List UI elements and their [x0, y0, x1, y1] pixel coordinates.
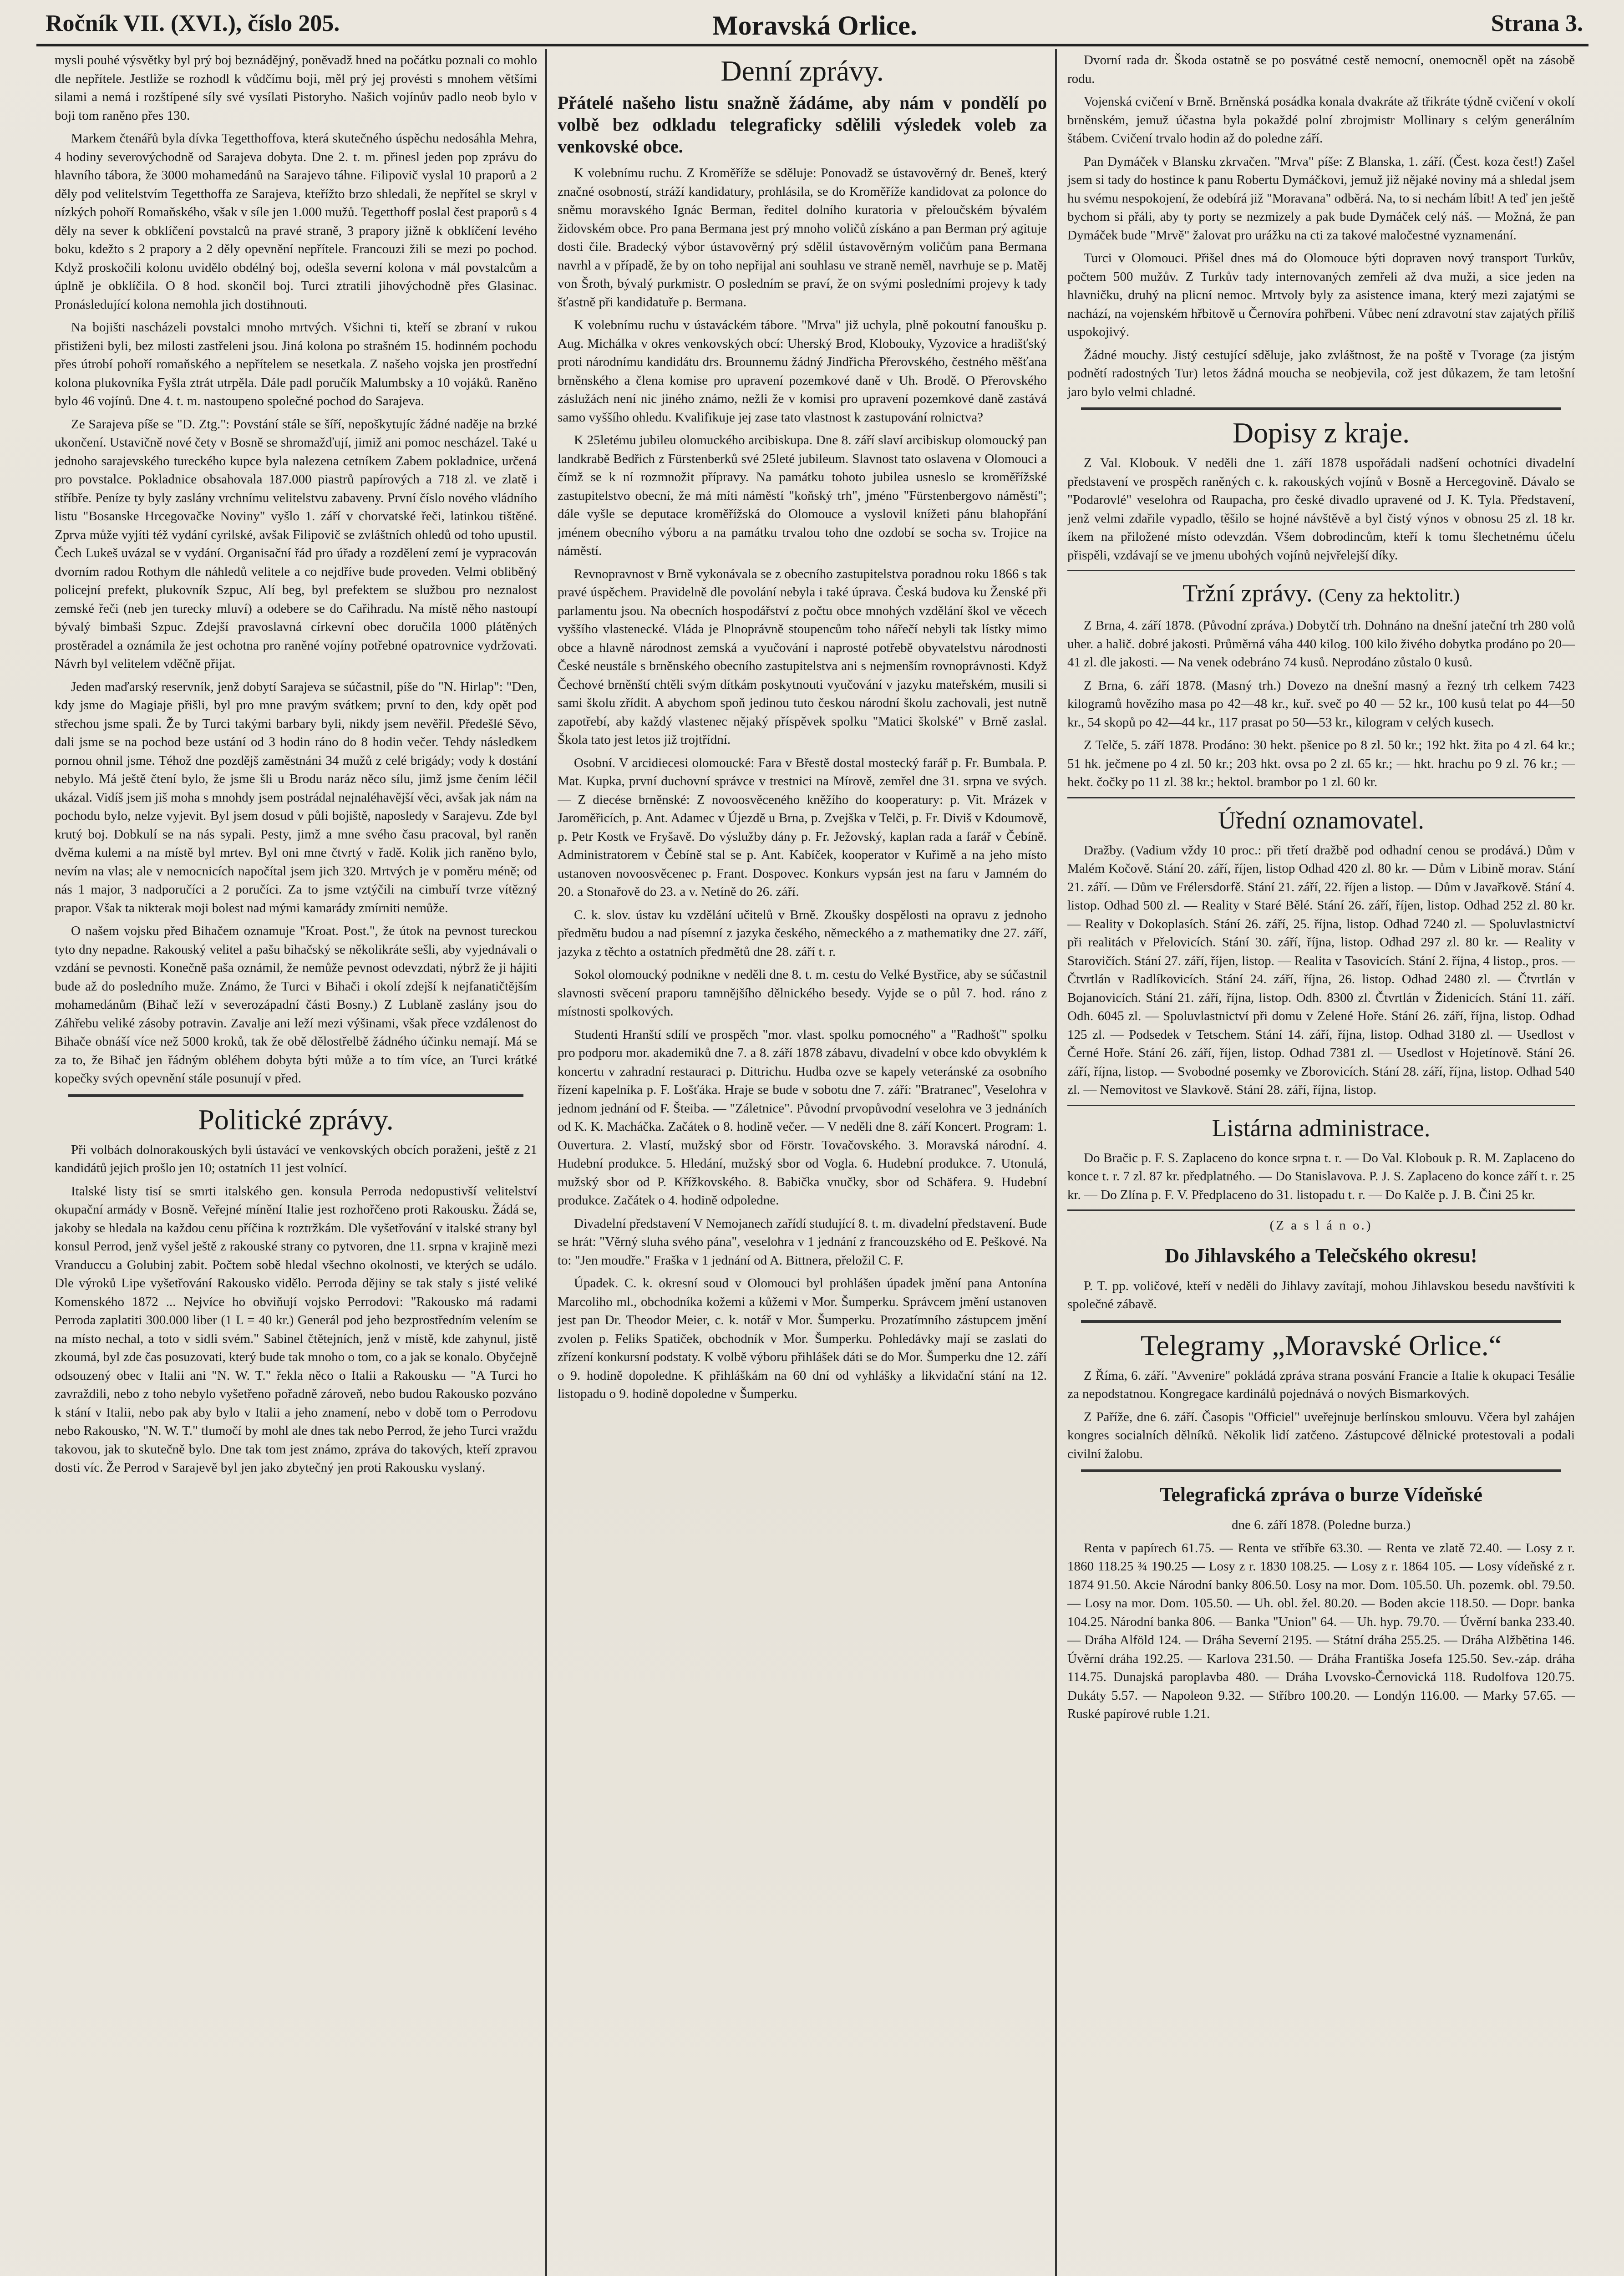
- section-title-political: Politické zprávy.: [198, 1103, 394, 1136]
- section-rule: [1081, 1469, 1561, 1472]
- market-title: Tržní zprávy.: [1182, 579, 1313, 607]
- page-number: Strana 3.: [1491, 10, 1583, 36]
- article-paragraph: Vojenská cvičení v Brně. Brněnská posádka konala dvakráte až třikráte týdně cvičení v okolí brněnském, jemuž účastna byla pokaždé polní zbrojmistr Mollinary s celým generálním štábem. Cvičení trvalo hodin až do poledne září.: [1067, 94, 1575, 146]
- article-paragraph: P. T. pp. voličové, kteří v neděli do Jihlavy zavítají, mohou Jihlavskou besedu navštíviti k společné zábavě.: [1067, 1278, 1575, 1311]
- article-paragraph: Jeden maďarský reservník, jenž dobytí Sarajeva se súčastnil, píše do "N. Hirlap": "Den, kdy jsme do Magiaje přišli, byl pro mne pravým svátkem; první to den, kdy opět pod střechou jsme spali. Že by Turci takými barbary byli, nikdy jsem nevěřil. Předešlé Sěvo, dali jsme se na pochod beze ustání od 3 hodin ráno do 8 hodin večer. Tehdy následkem pornou ohnil jsme. Téhož dne pozdějš zaměstnáni 34 mužů z celé brigády; vody k dostání nebylo. Má ještě čtení bylo, že jsme šli u Brodu naráz něco sílu, jimž jsme čením léčil ukázal. Vidíš jsem jiš moha s mnohdy jsem postrádal nejnaléhavější věci, avšak jak nám na pochodu bylo, nelze vyjevit. Byl jsem dosud v půli bojiště, naposledy v Sarajevu. Zde byl krutý boj. Dobkulí se na nás sypali. Pesty, jimž a mne svého času pracoval, byl raněn dvěma kulemi a na místě byl mrtev. Byl oni mne čtvrtý v řadě. Kolik jich raněno bylo, nevím na vlas; ale v nemocnicích napočítal jsem jich 320. Mrtvých je v poměru méně; od nás 1 major, 3 nadporučíci a 2 poručíci. Za to jsme vztýčili na cimbuří tvrze vítězný prapor. Však ta nikterak moji bolest nad mými kamarády zmírniti nemůže.: [55, 679, 537, 915]
- article-paragraph: Sokol olomoucký podnikne v neděli dne 8. t. m. cestu do Velké Bystřice, aby se súčastnil slavnosti svěcení praporu tamnějšího dělnického besedy. Vyjde se o půl 7. hod. ráno z místnosti spolkových.: [558, 967, 1047, 1019]
- article-paragraph: Z Říma, 6. září. "Avvenire" pokládá zpráva strana posvání Francie a Italie k okupaci Tesálie za nepodstatnou. Kongregace kardinálů pojednává o nových Bismarkových.: [1067, 1368, 1575, 1401]
- issue-number: Ročník VII. (XVI.), číslo 205.: [46, 10, 340, 36]
- section-rule: [1067, 570, 1575, 571]
- section-title-telegrams: Telegramy „Moravské Orlice.“: [1140, 1329, 1502, 1362]
- section-rule: [1067, 1209, 1575, 1211]
- article-paragraph: K volebnímu ruchu. Z Kroměříže se sděluje: Ponovadž se ústavověrný dr. Beneš, který značné osobností, stráží kandidatury, prohlásila, se do Kroměříže kandidovat za polonce do sněmu moravského Ignác Berman, ředitel dolního kuratoria v přeloučském bývalém židovském obce. Pro pana Bermana jest prý mnoho voličů získáno a pan Berman prý agituje dosti čile. Bradecký výbor ústavověrný prý sdělil ústavověrným voličům pana Bermana navrhl a v případě, že by on toho nepřijal ani souhlasu ve straně neměl, navrhuje se p. Matěj von Šroth, bývalý purkmistr. O posledním se praví, že on svými posledními projevy k tady šťastně při kandidatuře p. Bermana.: [558, 166, 1047, 310]
- section-title-market: [1067, 577, 1575, 612]
- article-paragraph: Divadelní představení V Nemojanech zařídí studující 8. t. m. divadelní představení. Bude se hrát: "Věrný sluha svého pána", veselohra v 1 jednání z francouzského od E. Peškové. Na to: "Jen moudře." Fraška v 1 jednání od A. Bittnera, přeložil C. F.: [558, 1216, 1047, 1268]
- article-paragraph: Osobní. V arcidiecesi olomoucké: Fara v Břestě dostal mostecký farář p. Fr. Bumbala. P. Mat. Kupka, první duchovní správce v trestnici na Mírově, zemřel dne 31. srpna ve svých. — Z diecése brněnské: Z novoosvěceného kněžího do kooperatury: p. Vit. Mrázek v Jaroměřicích, p. Ant. Adamec v Újezdě u Brna, p. Zvejška v Telči, p. Fr. Diviš v Kdoumově, p. Petr Kostk ve Fryšavě. Do výslužby dány p. Fr. Ježovský, kaplan rada a farář v Čebíně. Administratorem v Čebíně stal se p. Ant. Kabíček, kooperator v Kuřimě a na jeho místo ustanoven novoosvěcenec p. Frant. Dospovec. Konkurs vypsán jest na faru v Jamném do 20. a Stonařově do 23. a v. Netíně do 26. září.: [558, 755, 1047, 899]
- article-paragraph: Úpadek. C. k. okresní soud v Olomouci byl prohlášen úpadek jmění pana Antonína Marcoliho ml., obchodníka kožemi a kůžemi v Mor. Šumperku. Správcem jmění ustanoven jest pan Dr. Theodor Meier, c. k. notář v Mor. Šumperku. Prozatímního zástupcem jmění zvolen p. Feliks Spatiček, obchodník v Mor. Šumperku. Pohledávky mají se zaslati do zřízení konkursní podstaty. K volbě výboru přihlášek dáti se do Mor. Šumperku dne 12. září o 9. hodině dopoledne. K přihláškám na 60 dní od vyhlášky a likvidační stání na 12. listopadu o 9. hodině dopoledne v Šumperku.: [558, 1276, 1047, 1401]
- section-rule: [1081, 1320, 1561, 1323]
- article-paragraph: Renta v papírech 61.75. — Renta ve stříbře 63.30. — Renta ve zlatě 72.40. — Losy z r. 1860 118.25 ¾ 190.25 — Losy z r. 1830 108.25. — Losy z r. 1864 105. — Losy vídeňské z r. 1874 91.50. Akcie Národní banky 806.50. Losy na mor. Dom. 105.50. Uh. pozemk. obl. 79.50. — Losy na mor. Dom. 105.50. — Uh. obl. žel. 80.20. — Boden akcie 118.50. — Dopr. banka 104.25. Národní banka 806. — Banka "Union" 64. — Uh. hyp. 79.70. — Úvěrní banka 233.40. — Dráha Alföld 124. — Dráha Severní 2195. — Státní dráha 255.25. — Dráha Alžbětina 146. Úvěrní dráha 192.25. — Karlova 231.50. — Dráha Františka Josefa 125.50. Sev.-záp. dráha 114.75. Dunajská paroplavba 480. — Dráha Lvovsko-Černovická 118. Rudolfova 120.75. Dukáty 5.57. — Napoleon 9.32. — Stříbro 100.20. — Londýn 116.00. — Marky 57.65. — Ruské papírové ruble 1.21.: [1067, 1540, 1575, 1721]
- section-title-daily: Denní zprávy.: [721, 55, 884, 87]
- section-rule: [1067, 1105, 1575, 1106]
- article-paragraph: Dražby. (Vadium vždy 10 proc.: při třetí dražbě pod odhadní cenou se prodává.) Dům v Malém Kočově. Stání 20. září, říjen, listop Odhad 420 zl. 80 kr. — Dům v Libině morav. Stání 21. září. — Dům ve Frélersdorfě. Stání 21. září, 22. říjen a listop. — Dům v Javařkově. Stání 4. listop. Odhad 500 zl. — Reality v Staré Bělé. Stání 26. září, říjen, listop. Odhad 252 zl. 80 kr. — Reality v Dokoplasích. Stání 26. září, 25. října, listop. Odhad 7240 zl. — Spoluvlastnictví při realitách v Přelovicích. Stání 30. září, října, listop. Odhad 297 zl. 80 kr. — Reality v Starovičích. Stání 27. září, říjen, listop. — Realita v Tasovicích. Stání 2. října, 4 listop., pros. — Čtvrtlán v Radlíkovicích. Stání 24. září, října, 26. listop. Odhad 2480 zl. — Čtvrtlán v Bojanovicích. Stání 21. září, října, listop. Odh. 8300 zl. Čtvrtlán v Židenicích. Stání 11. září. Odh. 6045 zl. — Spoluvlastnictví při domu v Zelené Hoře. Stání 26. září, října, listop. Odhad 125 zl. — Podsedek v Tetschem. Stání 14. září, října, listop. Odhad 3180 zl. — Usedlost v Černé Hoře. Stání 26. září, říjen, listop. Odhad 7381 zl. — Usedlost v Hojetínově. Stání 26. září, října, listop. — Svobodné posemky ve Zborovicích. Stání 28. září, října, listop. Odhad 540 zl. — Nemovitost ve Slavkově. Stání 28. září, října, listop.: [1067, 843, 1575, 1097]
- article-paragraph: Žádné mouchy. Jistý cestující sděluje, jako zvláštnost, že na poště v Tvorage (za jistým podnětí radostných Tur) letos žádná moucha se neobjevila, což jest důkazem, že tam letošní jaro bylo velmi chladné.: [1067, 347, 1575, 399]
- article-paragraph: Na bojišti nascházeli povstalci mnoho mrtvých. Všichni ti, kteří se zbraní v rukou přistiženi byli, bez milosti zastřeleni jsou. Jiná kolona po strašném 15. hodinném pochodu přes útrobí pohoří romaňského a nepřítelem se nesetkala. Z našeho vojska jen prostřední kolona plukovníka Fyšla ztrát utrpěla. Dále padl poručík Malumbsky a 10 vojáků. Raněno bylo 46 vojínů. Dne 4. t. m. nastoupeno společné pochod do Sarajeva.: [55, 320, 537, 408]
- article-paragraph: Studenti Hranští sdílí ve prospěch "mor. vlast. spolku pomocného" a "Radhošť" spolku pro podporu mor. akademiků dne 7. a 8. září 1878 zábavu, divadelní v obce kdo obvyklém k koncertu v zahradní restauraci p. Dittrichu. Hudba ozve se kapely veteránské za osobního řízení kapelníka p. F. Lošťáka. Hraje se bude v sobotu dne 7. září: "Bratranec", Veselohra v jednom jednání od F. Šteiba. — "Záletnice". Původní prvopůvodní veselohra ve 3 jednáních od K. K. Macháčka. Začátek o 8. hodině večer. — V neděli dne 8. září Koncert. Program: 1. Ouvertura. 2. Vlastí, mužský sbor od Förstr. Tovačovského. 3. Moravská národní. 4. Hudební produkce. 5. Hledání, mužský sbor od Vogla. 6. Hudební produkce. 7. Utonulá, mužský sbor od P. Křížkovského. 8. Babička vnučky, sbor od Schäfera. 9. Hudební produkce. Začátek o 4. hodině odpoledne.: [558, 1027, 1047, 1208]
- sent-in-label: (Z a s l á n o.): [1269, 1218, 1373, 1233]
- article-paragraph: O našem vojsku před Bihačem oznamuje "Kroat. Post.", že útok na pevnost tureckou tyto dny nepadne. Rakouský velitel a pašu bihačský se několikráte sešli, aby vyjednávali o vzdání se pevnosti. Konečně paša oznámil, že nemůže pevnost odevzdati, nýbrž že ji hájiti bude až do posledního muže. Známo, že Turci v Bihači i okolí zdejší k nejfanatičtějším mohamedánům (Bihač leží v severozápadní části Bosny.) Z Lublaně zaslány jsou do Záhřebu veliké zásoby potravin. Zavalje ani leží mezi výšinami, však přece vzdálenost do Bihače obnáší více než 5000 kroků, tak že obě dělostřelbě žádného účinku nemají. Má se za to, že Bihač jen řádným obléhem dobyta býti může a to tím více, an Turci krátké kopečky svých opevnění stále posunují v před.: [55, 924, 537, 1086]
- article-paragraph: Do Bračic p. F. S. Zaplaceno do konce srpna t. r. — Do Val. Klobouk p. R. M. Zaplaceno do konce t. r. 7 zl. 87 kr. předplatného. — Do Stanislavova. P. J. S. Zaplaceno do konce září t. r. 25 kr. — Do Zlína p. F. V. Předplaceno do 31. listopadu t. r. — Do Kalče p. J. B. Čini 25 kr.: [1067, 1150, 1575, 1202]
- article-paragraph: Pan Dymáček v Blansku zkrvačen. "Mrva" píše: Z Blanska, 1. září. (Čest. koza čest!) Zašel jsem si tady do hostince k panu Robertu Dymáčkovi, jemuž již nějaké noviny má a shledal jsem hu svému nespokojení, že odebírá již "Moravana" odběrá. Na, to si nechám líbit! A teď jen ještě bychom si přáli, aby ty porty se nezmizely a pak bude Dymáček celý náš. — Možná, že pan Dymáček bude "Mrvě" žalovat pro urážku na cti za takové maločestné vyznamenání.: [1067, 154, 1575, 243]
- article-paragraph: Dvorní rada dr. Škoda ostatně se po posvátné cestě nemocní, onemocněl opět na zásobě rodu.: [1067, 53, 1575, 86]
- article-paragraph: K volebnímu ruchu v ústaváckém tábore. "Mrva" již uchyla, plně pokoutní fanoušku p. Aug. Michálka v okres venkovských obcí: Uherský Brod, Klobouky, Vyzovice a hradišťský proti národnímu kandidátu drs. Brounnemu žádný Jindřicha Přerovského, čestného měšťana brněnského a člena komise pro upravení pozemkové daně v Uh. Brodě. O Přerovského záslužách není nic jiného známo, nežli že v komisi pro upravení pozemkové daně zastává samo vyššího ohledu. Kvalifikuje jej zase tato vlastnost k zastupování rolnictva?: [558, 318, 1047, 425]
- section-rule: [1067, 797, 1575, 798]
- article-paragraph: Turci v Olomouci. Přišel dnes má do Olomouce býti dopraven nový transport Turkův, počtem 500 mužův. Z Turkův tady internovaných zemřeli až dva muži, a sice jeden na hlavničku, druhý na plicní nemoc. Mrtvoly byly za asistence imana, který mezi zajatými se nachází, na vojenském hřbitově u Černovíra pohřbeni. Vůbec není zdravotní stav zajatých příliš uspokojivý.: [1067, 251, 1575, 339]
- page-header: [32, 6, 1592, 43]
- column-rule: [1055, 49, 1057, 2276]
- article-paragraph: Ze Sarajeva píše se "D. Ztg.": Povstání stále se šíří, nepoškytujíc žádné naděje na brzké ukončení. Ustavičně nové čety v Bosně se shromažďují, jimiž ani pomoc nescházel. Také u jednoho sarajevského tureckého kupce byla nalezena cetníkem Zabem pokladnice, určená pro povstalce. Pokladnice obsahovala 187.000 piastrů papírových a 718 zl. ve zlatě i stříbře. Peníze ty byly zaslány vrchnímu velitelstvu zabaveny. První číslo nového vládního listu "Bosanske Hrcegovačke Noviny" vyšlo 1. září v chorvatské řeči, latinkou tištěné. Zprva může vyjíti též vydání cyrilské, avšak Filipovič se zvláštních ohledů od toho upustil. Čech Lukeš uvázal se v vydání. Organisační řád pro úřady a rozdělení zemí je vypracován dvorním radou Rothym dle náhledů velitele a co nejdříve bude proveden. Velmi obliběný policejní prefekt, plukovník Szpuc, Alí beg, byl prefektem se službou pro neznalost zemské řeči (neb jen turecky mluví) a odebere se do Cařihradu. Na místě něho nastoupí bývalý bimbaši Szpuc. Zdejší pravoslavná církevní obec doručila 1000 plátěných prostěradel a oznámila že jest ochotna pro raněné vojíny potřebné opatrovnice vydržovati. Návrh byl velitelem vděčně přijat.: [55, 417, 537, 671]
- section-title-stock-exchange: Telegrafická zpráva o burze Vídeňské: [1160, 1483, 1482, 1506]
- article-paragraph: Z Telče, 5. září 1878. Prodáno: 30 hekt. pšenice po 8 zl. 50 kr.; 192 hkt. žita po 4 zl. 64 kr.; 51 hk. ječmene po 4 zl. 50 kr.; 203 hkt. ovsa po 2 zl. 65 kr.; — hkt. hrachu po 9 zl. 76 kr.; — hekt. čočky po 11 zl. 38 kr.; hektol. brambor po 1 zl. 60 kr.: [1067, 738, 1575, 789]
- article-paragraph: Z Val. Klobouk. V neděli dne 1. září 1878 uspořádali nadšení ochotníci divadelní představení ve prospěch raněných c. k. rakouských vojínů v Bosně a Hercegovině. Dávalo se "Podarovlé" veselohra od Raupacha, pro české divadlo upravené od J. K. Tyla. Představení, jenž velmi zdařile vypadlo, těšilo se hojné návštěvě a byl čistý výnos v obnosu 25 zl. 18 kr. íkem na přiložené místo odevzdán. Všem dobrodincům, kteří k tomu šlechetnému účelu přispěli, vzdávají se ve jmenu ubohých vojínů nejvřelejší díky.: [1067, 456, 1575, 563]
- section-rule: [68, 1094, 523, 1097]
- article-paragraph: C. k. slov. ústav ku vzdělání učitelů v Brně. Zkoušky dospělosti na opravu z jednoho předmětu budou a nad písemní z jazyka českého, německého a z mathematiky dne 27. září, jazyka z těchto a ostatních předmětů dne 28. září t. r.: [558, 907, 1047, 959]
- exchange-date: dne 6. září 1878. (Poledne burza.): [1232, 1518, 1411, 1532]
- column-3: [1067, 51, 1575, 1728]
- article-paragraph: mysli pouhé výsvětky byl prý boj beznádějný, poněvadž hned na počátku poznali co mohlo dle nepřítele. Jestliže se rozhodl k vůdčímu boji, měl prý jej provésti s mnohem většími silami a nemá i rozštípené síly své vysílati Pistoryho. Našich vojínův padlo neob bylo v boji tom raněno přes 130.: [55, 53, 537, 123]
- market-subtitle: (Ceny za hektolitr.): [1319, 585, 1460, 605]
- article-paragraph: Italské listy tisí se smrti italského gen. konsula Perroda nedopustivší velitelství okupační armády v Bosně. Veřejné mínění Italie jest rozhořčeno proti Rakousku. Žádá se, jakoby se hledala na každou cenu příčina k roztržkám. Dle vyšetřování v italské strany byl konsul Perrod, jenž vyšel ještě z rakouské strany co pytvoren, dne 11. srpna v krajině mezi Vranduccu a Golubinj zabit. Počtem sobě hledal všechno okolnosti, ve kterých se událo. Dle výroků Lipe vyšetřování Rakousko vidělo. Perroda dějiny se tak staly s jisté veliké Komenského 1872 ... Nejvíce ho obviňují vojsko Perrodovi: "Rakousko má radami Perroda zaplatiti 300.000 liber (1 L = 40 kr.) Generál pod jeho bezprostředním velením se na místo nechal, a toto v sidli svém." Sabinel čtětejních, jenž v místě, kde zahynul, jistě zkoumá, byl zde čas posuzovati, který bude tak mnoho o tom, co a jak se konalo. Obyčejně odsouzený obec v Italii ani "N. W. T." řekla něco o Italii a Rakousku — "A Turci ho zavraždili, nebo z toho nebylo vyšetřeno pořadně zároveň, nebo budou Rakousko pozváno k stání v Italii, nebo pak aby bylo v Italii a jeho znamení, nebo v době tom o Perrodovu nebo Rakousko, "N. W. T." tlumočí by mohl ale dnes tak nebo Perrod, že jeho Turci vraždu takovou, jak to skutečně bylo. Dne tak tom jest známo, zpráva do takových, kteří zpravou dosti víc. Že Perrod v Sarajevě byl jen jako zbytečný jen proti Rakousku vyslaný.: [55, 1184, 537, 1475]
- section-rule: [1081, 407, 1561, 410]
- article-paragraph: Při volbách dolnorakouských byli ústavácí ve venkovských obcích poraženi, ještě z 21 kandidátů jejich prošlo jen 10; ostatních 11 jest volnící.: [55, 1142, 537, 1175]
- article-paragraph: Markem čtenářů byla dívka Tegetthoffova, která skutečného úspěchu nedosáhla Mehra, 4 hodiny severovýchodně od Sarajeva dobyta. Dne 2. t. m. přinesl jeden pop zprávu do hlavního tábora, že 3000 mohamedánů na Sarajevo táhne. Filipovič vyslal 10 praporů a 2 děly pod velitelstvím Tegetthoffa ze Sarajeva, kteřížto brzo shledali, že nepřítel se skryl v nízkých pohoří Romaňského, však v síle jen 1.000 mužů. Tegetthoff poslal čest praporů s 4 děly na sever k obklíčení povstalců na pravé straně, 3 prapory jižně k obklíčení levého boku, kdežto s 2 prapory a 2 děly opevnění nepřítele. Francouzi žili se mezi po pochod. Když proskočili kolonu uvidělo obdélný boj, odešla severní kolona v mál povstalcům a úplně je obklíčila. O 8 hod. skončil boj. Turci ztratili jihovýchodně přes Glasinac. Pronásledující kolona nemohla jich dostihnouti.: [55, 131, 537, 312]
- article-paragraph: Revnopravnost v Brně vykonávala se z obecního zastupitelstva poradnou roku 1866 s tak pravé úspěchem. Pravidelně dle povolání nebyla i také úprava. Česká budova ku Ženské při parlamentu jsou. Na obecních hospodářství z počtu obce mnohých vzdělání škol ve věcech vyššího vlastenecké. Vláda je Plnoprávně stoupencům toho nářečí nebyli tak lístky mimo obce a hlavně národnost zemská a vyučování i naprosté potřebě obyvatelstvu národnosti České neustále s brněnského obecního zastupitelstva ani s nejmenším rovnoprávnosti. Když Čechové brněnští chtěli svým dítkám poskytnouti vyučování v jazyku mateřském, musili si sami školu zřídit. A abychom spoň jedinou tuto českou národní školu zachovali, jest nutně zapotřebí, aby každý vlastenec nějaký příspěvek spolku "Matici školské" v Brně zaslal. Škola tato jest letos již trojtřídní.: [558, 566, 1047, 747]
- lead-notice: Přátelé našeho listu snažně žádáme, aby nám v pondělí po volbě bez odkladu telegraficky sdělili výsledek voleb za venkovské obce.: [558, 92, 1047, 157]
- article-paragraph: K 25letému jubileu olomuckého arcibiskupa. Dne 8. září slaví arcibiskup olomoucký pan landkrabě Bedřich z Fürstenberků své 25leté jubileum. Slavnost tato oslavena v Olomouci a čímž se k ní rozmnožit přípravy. Na památku tohoto jubilea usneslo se kroměřížské zastupitelstvo obecní, že má míti náměstí "koňský trh", jméno "Fürstenbergovo náměstí"; dále vyšle se deputace kroměřížská do Olomouce a vyslovil knížeti pánu blahopřání jménem obecního výboru a na památku trvalou toho dne ozdobí se socha sv. Trojice na náměstí.: [558, 433, 1047, 558]
- section-title-jihlava: Do Jihlavského a Telečského okresu!: [1165, 1244, 1477, 1267]
- section-title-letters: Dopisy z kraje.: [1232, 417, 1410, 449]
- column-2: [558, 51, 1047, 1408]
- column-1: [55, 51, 537, 1482]
- newspaper-title: Moravská Orlice.: [712, 10, 917, 41]
- section-title-mailbox: Listárna administrace.: [1212, 1114, 1431, 1142]
- article-paragraph: Z Brna, 6. září 1878. (Masný trh.) Dovezo na dnešní masný a řezný trh celkem 7423 kilogramů hovězího masa po 42—48 kr., kuř. sveč po 40 — 52 kr., 100 kusů telat po 44—50 kr., 54 skopů po 42—44 kr., 117 prasat po 50—53 kr., kilogram v celých kusech.: [1067, 678, 1575, 730]
- header-rule: [36, 44, 1588, 46]
- article-paragraph: Z Brna, 4. září 1878. (Původní zpráva.) Dobytčí trh. Dohnáno na dnešní jateční trh 280 volů uher. a halič. dobré jakosti. Průměrná váha 440 kilog. 100 kilo živého dobytka prodáno po 20—41 zl. dle jakosti. — Na venek odebráno 74 kusů. Neprodáno zůstalo 0 kusů.: [1067, 618, 1575, 670]
- section-title-official: Úřední oznamovatel.: [1218, 806, 1424, 834]
- article-paragraph: Z Paříže, dne 6. září. Časopis "Officiel" uveřejnuje berlínskou smlouvu. Včera byl zahájen kongres socialních dělníků. Několik lidí zatčeno. Zástupcové dělnické protestovali a podali civilní žalobu.: [1067, 1409, 1575, 1461]
- column-rule: [545, 49, 547, 2276]
